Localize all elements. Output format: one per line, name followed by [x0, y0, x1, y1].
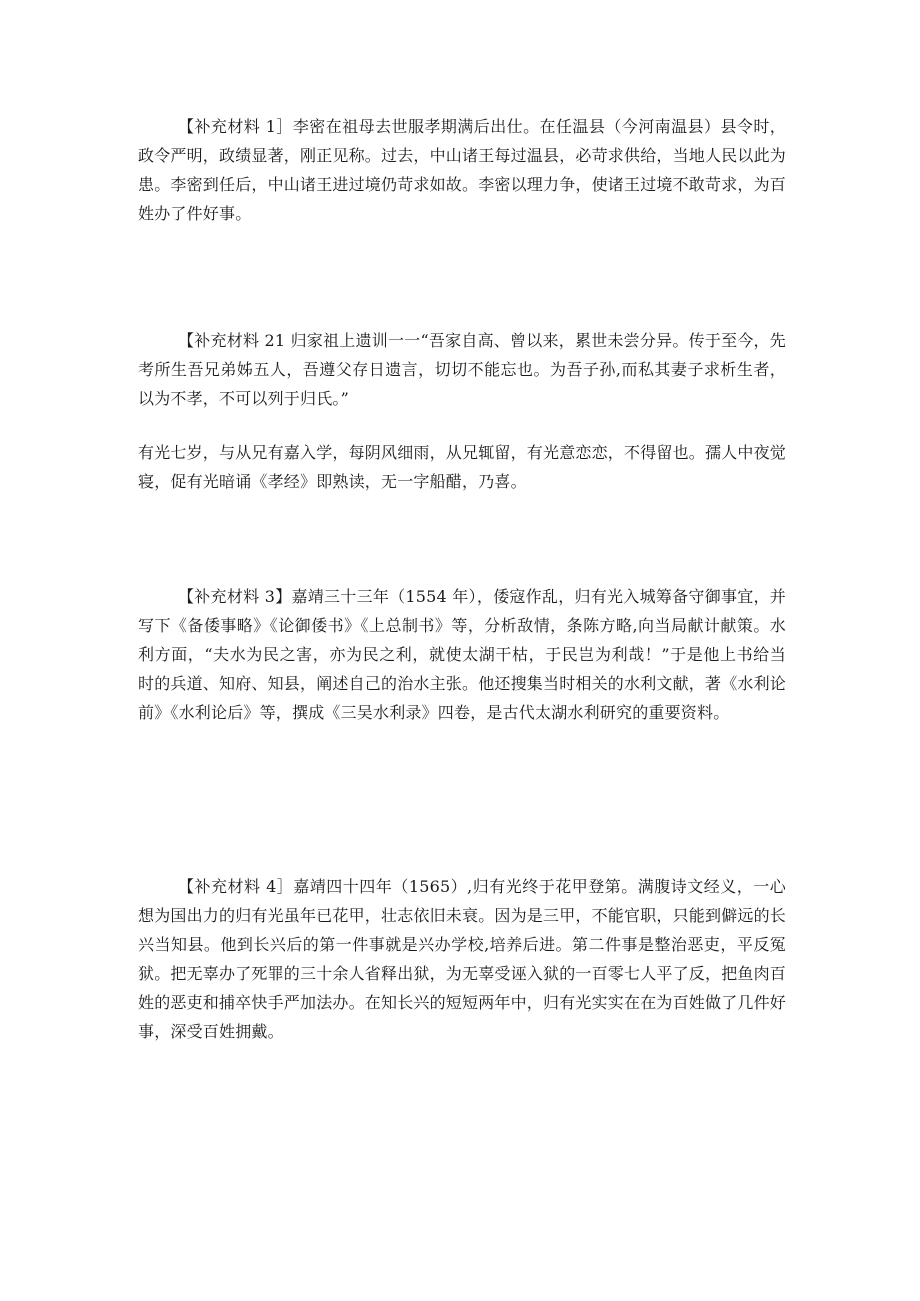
supplement-material-1: 【补充材料 1］李密在祖母去世服孝期满后出仕。在任温县（今河南温县）县令时，政令严明，政绩显著，刚正见称。过去，中山诸王每过温县，必苛求供给，当地人民以此为患。李密到任后，中山诸王进过境仍苛求如故。李密以理力争，使诸王过境不敢苛求，为百姓办了件好事。 [138, 117, 787, 223]
supplement-material-3: 【补充材料 3】嘉靖三十三年（1554 年），倭寇作乱，归有光入城筹备守御事宜，并写下《备倭事略》《论御倭书》《上总制书》等，分析敌情，条陈方略,向当局献计献策。水利方面，“夫水为民之害，亦为民之利，就使太湖干枯，于民岂为利哉！”于是他上书给当时的兵道、知府、知县，阐述自己的治水主张。他还搜集当时相关的水利文献，著《水利论前》《水利论后》等，撰成《三吴水利录》四卷，是古代太湖水利研究的重要资料。 [138, 587, 787, 722]
supplement-material-4: 【补充材料 4］嘉靖四十四年（1565）,归有光终于花甲登第。满腹诗文经义，一心想为国出力的归有光虽年已花甲，壮志依旧未衰。因为是三甲，不能官职，只能到僻远的长兴当知县。他到长兴后的第一件事就是兴办学校,培养后进。第二件事是整治恶吏，平反冤狱。把无辜办了死罪的三十余人省释出狱，为无辜受诬入狱的一百零七人平了反，把鱼肉百姓的恶吏和捕卒快手严加法办。在知长兴的短短两年中，归有光实实在在为百姓做了几件好事，深受百姓拥戴。 [138, 877, 787, 1041]
supplement-material-2-continuation: 有光七岁，与从兄有嘉入学，每阴风细雨，从兄辄留，有光意恋恋，不得留也。孺人中夜觉寝，促有光暗诵《孝经》即熟读，无一字船醋，乃喜。 [138, 443, 787, 491]
supplement-material-2: 【补充材料 21 归家祖上遗训一一“吾家自高、曾以来，累世未尝分异。传于至今，先考所生吾兄弟姊五人，吾遵父存日遗言，切切不能忘也。为吾子孙,而私其妻子求析生者，以为不孝，不可以列于归氏。” [138, 331, 786, 408]
